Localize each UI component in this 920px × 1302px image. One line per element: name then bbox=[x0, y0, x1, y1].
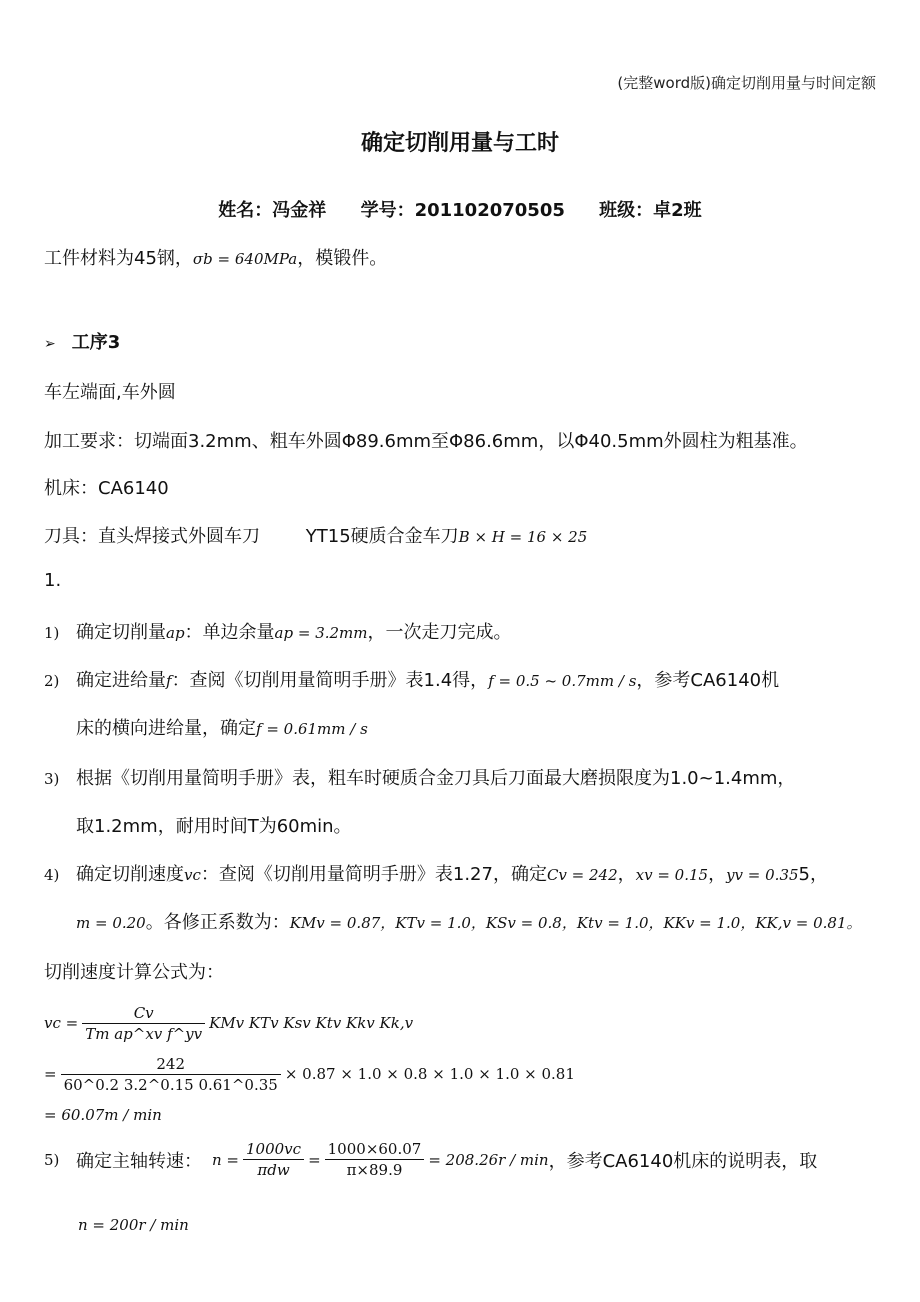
cutting-tool: 刀具：直头焊接式外圆车刀 YT15硬质合金车刀B × H = 16 × 25 bbox=[44, 526, 588, 547]
material-line: 工件材料为45钢，σb = 640MPa，模锻件。 bbox=[44, 248, 388, 269]
author-name: 姓名：冯金祥 bbox=[218, 200, 327, 221]
step-3-line-2: 取1.2mm，耐用时间T为60min。 bbox=[76, 816, 352, 837]
step-2: 2) 确定进给量f：查阅《切削用量简明手册》表1.4得，f = 0.5 ~ 0.7mm / s，参考CA6140机 bbox=[44, 670, 780, 691]
student-id: 学号：201102070505 bbox=[360, 200, 565, 221]
section-heading bbox=[44, 328, 120, 354]
formula-label: 切削速度计算公式为： bbox=[44, 962, 224, 983]
author-line bbox=[0, 196, 920, 222]
operation-name: 车左端面,车外圆 bbox=[44, 382, 176, 403]
step-2-line-2: 床的横向进给量，确定f = 0.61mm / s bbox=[76, 718, 368, 739]
page-title: 确定切削用量与工时 bbox=[360, 131, 559, 156]
correction-coefficients: KMv = 0.87，KTv = 1.0，KSv = 0.8，Ktv = 1.0，KKv = 1.0，KK,v = 0.81。 bbox=[289, 914, 862, 932]
machine-tool: 机床：CA6140 bbox=[44, 478, 169, 499]
arrow-bullet-icon: ➢ bbox=[44, 336, 56, 352]
machining-requirement: 加工要求：切端面3.2mm、粗车外圆Φ89.6mm至Φ86.6mm，以Φ40.5mm外圆柱为粗基准。 bbox=[44, 431, 808, 452]
material-strength-formula: σb = 640MPa bbox=[192, 250, 298, 268]
step-5-result: n = 200r / min bbox=[78, 1216, 189, 1234]
step-4: 4) 确定切削速度vc：查阅《切削用量简明手册》表1.27，确定Cv = 242，xv = 0.15，yv = 0.355， bbox=[44, 864, 828, 885]
step-3: 3) 根据《切削用量简明手册》表，粗车时硬质合金刀具后刀面最大磨损限度为1.0~1.4mm， bbox=[44, 768, 796, 789]
cutting-speed-formula: vc = $\frac{Cv}{\text{Tm ap\textasciicircum{}xv f\textasciicircum{}yv}}$ KMv KTv Ksv Ktv Kkv Kk,v = $\frac{242}{60\^{}0.2 3.2\^{}0.15 0.61\^{}0.35}$ × 0.87 × 1.0 × 0.8 × 1.0 × 1.0 × 0.81 = 60.07m / min bbox=[44, 1003, 575, 1124]
page-header: (完整word版)确定切削用量与时间定额 bbox=[617, 74, 876, 92]
step-5: 5) 确定主轴转速： n = $\frac{1000vc}{\text{πdw}}$ = $\frac{1000\times 60.07}{\pi\times 89.9}$ = 208.26r / min ，参考CA6140机床的说明表，取 bbox=[44, 1140, 818, 1179]
step-1: 1) 确定切削量ap：单边余量ap = 3.2mm，一次走刀完成。 bbox=[44, 622, 512, 643]
section-label: 工序3 bbox=[71, 332, 121, 353]
step-index: 1. bbox=[44, 570, 62, 591]
tool-size-formula: B × H = 16 × 25 bbox=[458, 528, 588, 546]
step-4-line-2: m = 0.20。各修正系数为：KMv = 0.87，KTv = 1.0，KSv = 0.8，Ktv = 1.0，KKv = 1.0，KK,v = 0.81。 bbox=[76, 912, 862, 933]
class-label: 班级：卓2班 bbox=[599, 200, 702, 221]
